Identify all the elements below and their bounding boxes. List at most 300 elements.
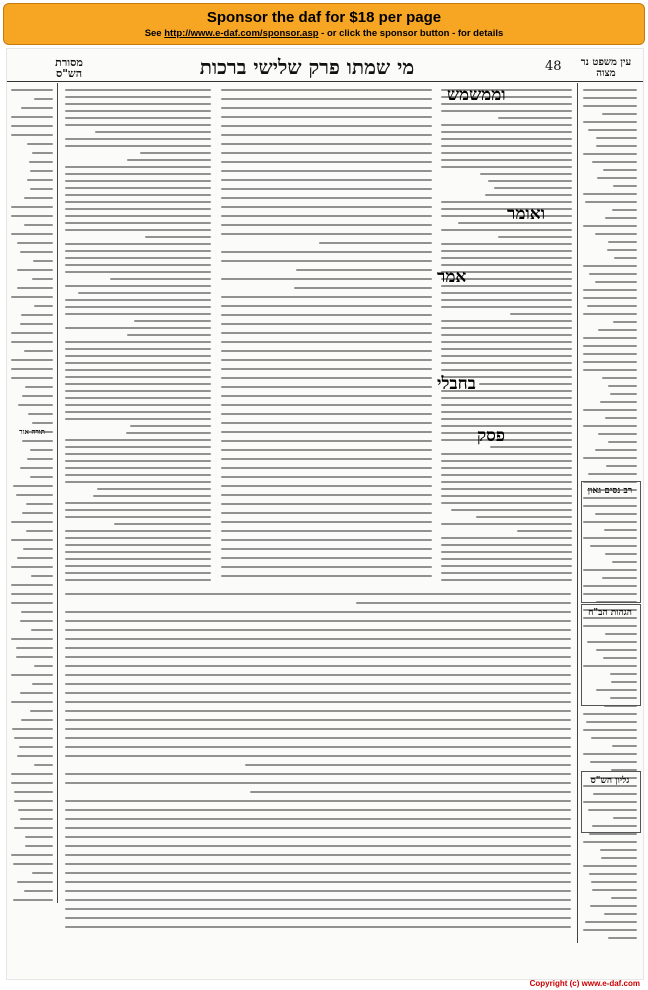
text-line — [296, 269, 432, 271]
text-line — [65, 620, 571, 622]
text-line — [11, 206, 53, 208]
text-line — [611, 897, 637, 899]
text-line — [65, 611, 571, 613]
text-line — [65, 117, 211, 119]
text-line — [441, 110, 572, 112]
text-line — [65, 460, 211, 462]
text-line — [441, 201, 572, 203]
text-line — [221, 260, 432, 262]
text-line — [441, 250, 572, 252]
text-line — [65, 264, 211, 266]
text-line — [221, 395, 432, 397]
text-line — [65, 89, 211, 91]
text-line — [127, 159, 211, 161]
text-line — [14, 800, 53, 802]
text-line — [32, 278, 53, 280]
text-line — [441, 131, 572, 133]
text-line — [140, 152, 211, 154]
text-line — [583, 713, 637, 715]
text-line — [16, 656, 53, 658]
text-line — [11, 233, 53, 235]
text-line — [14, 827, 53, 829]
text-line — [30, 449, 53, 451]
text-line — [16, 494, 53, 496]
text-line — [30, 170, 53, 172]
sponsor-banner-title[interactable]: Sponsor the daf for $18 per page — [206, 9, 442, 26]
dibur-hamatchil-3: אמר — [437, 267, 467, 287]
text-line — [31, 575, 53, 577]
gilyon-hashas-label: גליון הש"ס — [590, 776, 630, 786]
text-line — [595, 281, 637, 283]
text-line — [601, 857, 637, 859]
text-line — [65, 355, 211, 357]
text-line — [65, 96, 211, 98]
text-line — [26, 530, 53, 532]
rav-nissim-gaon-box — [581, 481, 641, 603]
text-line — [583, 337, 637, 339]
text-line — [127, 334, 211, 336]
text-line — [476, 516, 572, 518]
text-line — [11, 359, 53, 361]
text-line — [591, 881, 637, 883]
text-line — [221, 503, 432, 505]
text-line — [65, 376, 211, 378]
text-line — [22, 440, 53, 442]
header-right: עין משפט נר מצוה — [580, 57, 632, 79]
text-line — [592, 889, 637, 891]
text-line — [65, 110, 211, 112]
text-line — [23, 548, 53, 550]
text-line — [17, 242, 53, 244]
text-line — [65, 341, 211, 343]
text-line — [441, 320, 572, 322]
text-line — [65, 467, 211, 469]
text-line — [221, 521, 432, 523]
text-line — [11, 773, 53, 775]
text-line — [65, 404, 211, 406]
text-line — [589, 873, 637, 875]
text-line — [221, 107, 432, 109]
text-line — [65, 299, 211, 301]
text-line — [221, 116, 432, 118]
text-line — [65, 593, 571, 595]
text-line — [65, 629, 571, 631]
text-line — [441, 565, 572, 567]
text-line — [441, 145, 572, 147]
text-line — [65, 926, 571, 928]
text-line — [441, 138, 572, 140]
text-line — [27, 179, 53, 181]
text-line — [34, 665, 53, 667]
text-line — [583, 313, 637, 315]
text-line — [490, 446, 572, 448]
text-line — [65, 145, 211, 147]
text-line — [441, 348, 572, 350]
text-line — [595, 449, 637, 451]
copyright-notice: Copyright (c) www.e-daf.com — [529, 979, 640, 988]
text-line — [585, 201, 637, 203]
text-line — [441, 481, 572, 483]
text-line — [65, 872, 571, 874]
text-line — [488, 180, 572, 182]
text-line — [612, 209, 637, 211]
text-line — [65, 809, 571, 811]
text-line — [221, 305, 432, 307]
text-line — [583, 425, 637, 427]
text-line — [65, 180, 211, 182]
text-line — [11, 854, 53, 856]
text-line — [11, 296, 53, 298]
text-line — [585, 921, 637, 923]
text-line — [24, 890, 53, 892]
text-line — [356, 602, 571, 604]
hagahot-label: הגהות הב"ח — [588, 608, 632, 618]
dibur-hamatchil-5: פסק — [477, 426, 506, 446]
text-line — [11, 521, 53, 523]
text-line — [65, 544, 211, 546]
text-line — [451, 509, 572, 511]
text-line — [221, 179, 432, 181]
text-line — [221, 449, 432, 451]
text-line — [592, 161, 637, 163]
text-line — [13, 485, 53, 487]
text-line — [587, 305, 637, 307]
text-line — [583, 361, 637, 363]
text-line — [602, 113, 637, 115]
text-line — [65, 222, 211, 224]
text-line — [65, 890, 571, 892]
text-line — [608, 441, 637, 443]
text-line — [441, 243, 572, 245]
text-line — [65, 250, 211, 252]
text-line — [606, 465, 637, 467]
text-line — [17, 287, 53, 289]
text-line — [441, 425, 572, 427]
text-line — [14, 737, 53, 739]
text-line — [294, 287, 432, 289]
text-line — [612, 745, 637, 747]
text-line — [78, 292, 211, 294]
text-line — [20, 251, 53, 253]
text-line — [221, 368, 432, 370]
text-line — [11, 638, 53, 640]
text-line — [221, 575, 432, 577]
text-line — [221, 557, 432, 559]
text-line — [221, 215, 432, 217]
text-line — [441, 341, 572, 343]
text-line — [480, 173, 572, 175]
text-line — [221, 467, 432, 469]
text-line — [441, 166, 572, 168]
text-line — [583, 97, 637, 99]
text-line — [12, 728, 53, 730]
text-line — [441, 572, 572, 574]
text-line — [19, 746, 53, 748]
text-line — [221, 476, 432, 478]
text-line — [441, 124, 572, 126]
text-line — [591, 737, 637, 739]
text-line — [583, 753, 637, 755]
text-line — [65, 551, 211, 553]
talmud-page — [6, 48, 644, 980]
text-line — [221, 350, 432, 352]
text-line — [65, 530, 211, 532]
text-line — [11, 701, 53, 703]
text-line — [65, 313, 211, 315]
text-line — [30, 188, 53, 190]
text-line — [21, 107, 53, 109]
text-line — [221, 494, 432, 496]
text-line — [590, 905, 637, 907]
text-line — [221, 539, 432, 541]
text-line — [65, 647, 571, 649]
text-line — [441, 355, 572, 357]
text-line — [517, 530, 572, 532]
text-line — [221, 314, 432, 316]
text-line — [24, 350, 53, 352]
text-line — [221, 386, 432, 388]
page-title: מי שמתו פרק שלישי ברכות — [199, 55, 415, 79]
text-line — [441, 502, 572, 504]
text-line — [583, 265, 637, 267]
gemara-wide-block — [63, 589, 573, 934]
dibur-hamatchil-1: וממשמש — [447, 85, 506, 105]
text-line — [11, 134, 53, 136]
text-line — [11, 341, 53, 343]
text-line — [221, 206, 432, 208]
text-line — [583, 929, 637, 931]
text-line — [583, 89, 637, 91]
text-line — [441, 306, 572, 308]
text-line — [65, 710, 571, 712]
text-line — [597, 177, 637, 179]
text-line — [221, 359, 432, 361]
text-line — [485, 194, 572, 196]
text-line — [221, 170, 432, 172]
text-line — [441, 327, 572, 329]
text-line — [603, 169, 637, 171]
text-line — [18, 809, 53, 811]
text-line — [65, 194, 211, 196]
text-line — [65, 863, 571, 865]
text-line — [605, 217, 637, 219]
text-line — [221, 458, 432, 460]
text-line — [65, 638, 571, 640]
text-line — [65, 390, 211, 392]
text-line — [441, 299, 572, 301]
text-line — [65, 692, 571, 694]
dibur-hamatchil-4: בחבלי — [437, 374, 476, 394]
text-line — [65, 411, 211, 413]
text-line — [441, 369, 572, 371]
text-line — [589, 833, 637, 835]
text-line — [17, 881, 53, 883]
text-line — [441, 159, 572, 161]
text-line — [608, 241, 637, 243]
text-line — [65, 719, 571, 721]
text-line — [11, 566, 53, 568]
text-line — [65, 502, 211, 504]
text-line — [583, 369, 637, 371]
text-line — [95, 131, 211, 133]
text-line — [65, 836, 571, 838]
text-line — [441, 229, 572, 231]
text-line — [221, 377, 432, 379]
text-line — [65, 579, 211, 581]
text-line — [441, 474, 572, 476]
text-line — [11, 332, 53, 334]
text-line — [588, 473, 637, 475]
text-line — [65, 453, 211, 455]
text-line — [441, 558, 572, 560]
tosafot-column — [63, 85, 213, 585]
text-line — [22, 395, 53, 397]
text-line — [26, 503, 53, 505]
text-line — [65, 746, 571, 748]
text-line — [13, 899, 53, 901]
text-line — [221, 89, 432, 91]
text-line — [221, 98, 432, 100]
text-line — [34, 305, 53, 307]
torah-or-label: תורה אור — [19, 427, 45, 436]
text-line — [25, 836, 53, 838]
text-line — [65, 348, 211, 350]
text-line — [598, 433, 637, 435]
text-line — [608, 385, 637, 387]
text-line — [11, 89, 53, 91]
text-line — [441, 523, 572, 525]
text-line — [97, 488, 211, 490]
text-line — [65, 103, 211, 105]
text-line — [221, 233, 432, 235]
text-line — [32, 422, 53, 424]
text-line — [441, 460, 572, 462]
text-line — [221, 251, 432, 253]
text-line — [20, 620, 53, 622]
text-line — [21, 314, 53, 316]
text-line — [130, 425, 211, 427]
text-line — [65, 439, 211, 441]
text-line — [583, 153, 637, 155]
text-line — [65, 229, 211, 231]
header-left: מסורת הש"ס — [55, 56, 83, 80]
text-line — [441, 418, 572, 420]
text-line — [65, 728, 571, 730]
text-line — [221, 197, 432, 199]
text-line — [11, 125, 53, 127]
text-line — [65, 782, 571, 784]
text-line — [596, 137, 637, 139]
left-margin-rule — [57, 83, 58, 903]
text-line — [126, 432, 211, 434]
text-line — [65, 755, 571, 757]
text-line — [30, 710, 53, 712]
text-line — [65, 701, 571, 703]
text-line — [441, 152, 572, 154]
text-line — [11, 602, 53, 604]
text-line — [598, 329, 637, 331]
text-line — [65, 845, 571, 847]
text-line — [21, 719, 53, 721]
text-line — [17, 557, 53, 559]
text-line — [110, 278, 211, 280]
text-line — [602, 377, 637, 379]
text-line — [145, 236, 211, 238]
text-line — [583, 345, 637, 347]
text-line — [16, 647, 53, 649]
text-line — [24, 197, 53, 199]
text-line — [34, 98, 53, 100]
text-line — [25, 386, 53, 388]
text-line — [11, 674, 53, 676]
text-line — [583, 225, 637, 227]
text-line — [93, 495, 211, 497]
text-line — [441, 397, 572, 399]
text-line — [65, 369, 211, 371]
text-line — [65, 474, 211, 476]
header-rule — [7, 81, 643, 82]
text-line — [65, 446, 211, 448]
page-number: 48 — [545, 59, 562, 74]
text-line — [65, 173, 211, 175]
text-line — [65, 327, 211, 329]
subtitle-suffix: - or click the sponsor button - for details — [318, 28, 504, 39]
text-line — [65, 243, 211, 245]
text-line — [31, 629, 53, 631]
text-line — [221, 161, 432, 163]
text-line — [583, 297, 637, 299]
text-line — [441, 264, 572, 266]
right-margin-rule — [577, 83, 578, 943]
text-line — [65, 516, 211, 518]
sponsor-link[interactable]: http://www.e-daf.com/sponsor.asp — [164, 28, 319, 39]
text-line — [441, 411, 572, 413]
text-line — [65, 285, 211, 287]
text-line — [441, 537, 572, 539]
text-line — [583, 193, 637, 195]
text-line — [65, 257, 211, 259]
text-line — [441, 551, 572, 553]
text-line — [33, 260, 53, 262]
text-line — [65, 208, 211, 210]
text-line — [221, 413, 432, 415]
text-line — [65, 665, 571, 667]
text-line — [583, 353, 637, 355]
text-line — [65, 383, 211, 385]
text-line — [583, 729, 637, 731]
text-line — [590, 761, 637, 763]
text-line — [11, 377, 53, 379]
sponsor-banner[interactable] — [3, 3, 645, 45]
text-line — [65, 481, 211, 483]
text-line — [21, 611, 53, 613]
text-line — [65, 397, 211, 399]
text-line — [498, 117, 572, 119]
text-line — [20, 818, 53, 820]
text-line — [65, 362, 211, 364]
text-line — [608, 937, 637, 939]
text-line — [441, 488, 572, 490]
text-line — [479, 383, 572, 385]
text-line — [65, 827, 571, 829]
text-line — [11, 215, 53, 217]
text-line — [605, 417, 637, 419]
text-line — [221, 341, 432, 343]
text-line — [589, 273, 637, 275]
text-line — [65, 800, 571, 802]
text-line — [595, 233, 637, 235]
text-line — [221, 134, 432, 136]
